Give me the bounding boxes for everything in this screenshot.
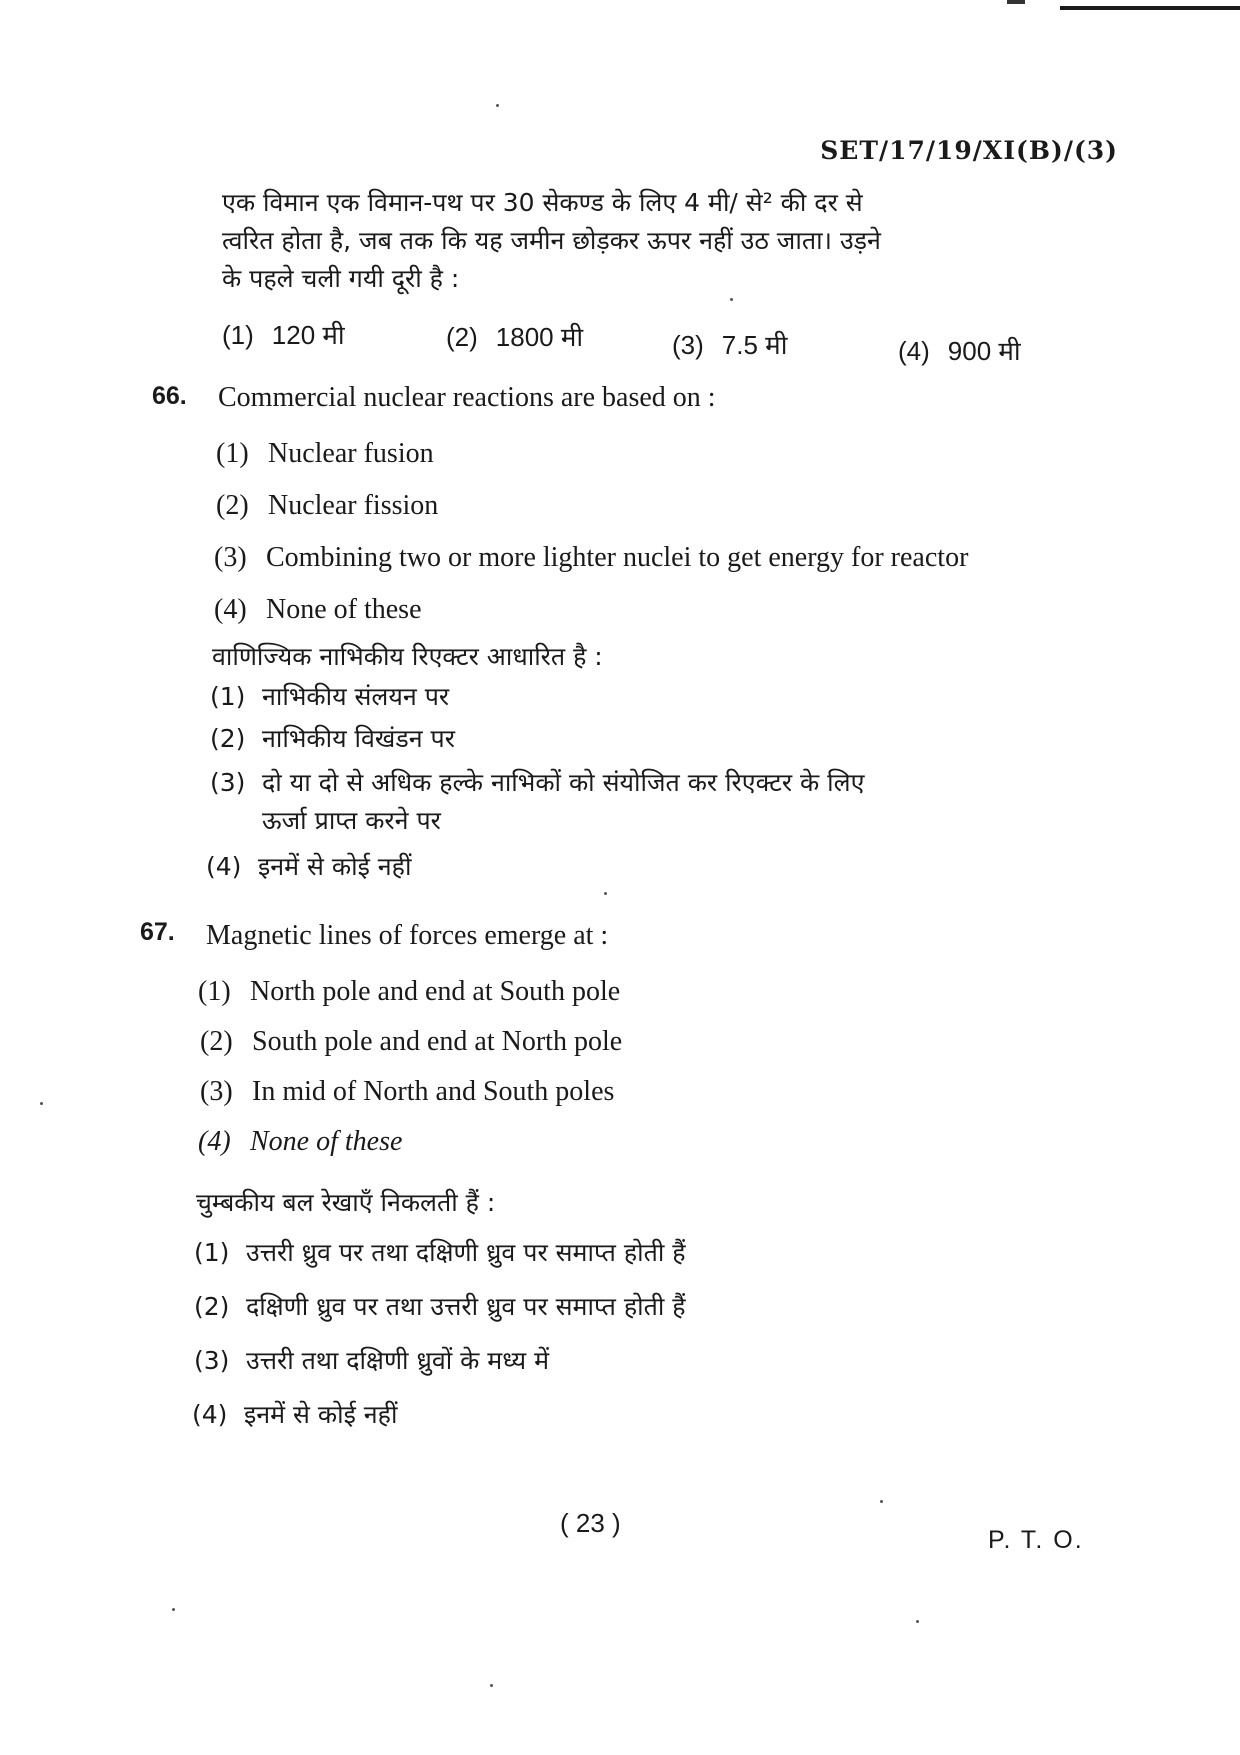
q67-option-hi-3 [194,1344,549,1378]
q65-option-3-number: (3) [672,330,704,360]
q66-option-hi-2-text: नाभिकीय विखंडन पर [262,724,455,753]
q65-option-4-number: (4) [898,336,930,366]
q67-option-en-1-number: (1) [198,976,231,1007]
q67-option-hi-4-number: (4) [192,1400,228,1429]
q65-option-1-number: (1) [222,320,254,350]
q66-option-hi-4 [206,850,411,884]
paper-code: SET/17/19/XI(B)/(3) [820,136,1118,165]
q67-question-hi: चुम्बकीय बल रेखाएँ निकलती हैं : [196,1188,496,1217]
scan-edge-tick [1007,0,1025,4]
q66-option-hi-4-number: (4) [206,852,242,881]
q65-option-4 [898,332,1021,368]
q66-option-hi-4-text: इनमें से कोई नहीं [258,852,412,881]
q67-option-hi-2-number: (2) [194,1292,230,1321]
q67-question-en: Magnetic lines of forces emerge at : [206,920,609,951]
q66-option-en-4-text: None of these [266,594,422,625]
q66-option-hi-1-number: (1) [210,682,246,711]
q67-option-hi-1 [194,1236,686,1270]
q66-option-en-4 [214,592,422,628]
q66-option-en-2-text: Nuclear fission [268,490,439,521]
page-number: ( 23 ) [560,1508,621,1538]
q67-option-en-1 [198,974,620,1010]
q65-text-line-1: एक विमान एक विमान-पथ पर 30 सेकण्ड के लिए 4 मी/ से² की दर से [222,188,863,217]
q65-text-line-2: त्वरित होता है, जब तक कि यह जमीन छोड़कर ऊपर नहीं उठ जाता। उड़ने [222,226,881,255]
please-turn-over: P. T. O. [988,1526,1084,1554]
q65-option-4-text: 900 मी [947,336,1021,366]
q65-option-1-text: 120 मी [271,320,345,350]
scan-speck [172,1608,175,1611]
q67-option-en-3 [200,1074,614,1110]
q65-option-3 [672,326,787,362]
q67-option-en-4 [198,1124,402,1160]
q66-option-en-3-number: (3) [214,542,247,573]
q66-option-en-1-text: Nuclear fusion [268,438,434,469]
q66-option-en-1-number: (1) [216,438,249,469]
q67-option-en-2-number: (2) [200,1026,233,1057]
q67-option-hi-4-text: इनमें से कोई नहीं [244,1400,398,1429]
q67-option-hi-1-text: उत्तरी ध्रुव पर तथा दक्षिणी ध्रुव पर समाप्त होती हैं [246,1238,686,1267]
q67-option-en-4-number: (4) [198,1126,231,1157]
scan-speck [730,298,733,301]
q66-option-en-1 [216,436,434,472]
scan-speck [40,1102,43,1105]
q65-option-2-number: (2) [446,322,478,352]
q66-option-en-4-number: (4) [214,594,247,625]
q67-option-en-1-text: North pole and end at South pole [250,976,621,1007]
q67-option-hi-2 [194,1290,686,1324]
q65-text-line-3: के पहले चली गयी दूरी है : [222,264,460,293]
q67-option-en-2 [200,1024,622,1060]
q66-question-hi: वाणिज्यिक नाभिकीय रिएक्टर आधारित है : [212,642,603,671]
q67-option-hi-4 [192,1398,397,1432]
scan-edge-mark [1060,6,1240,10]
q66-number: 66. [152,382,187,410]
q67-option-hi-3-text: उत्तरी तथा दक्षिणी ध्रुवों के मध्य में [246,1346,550,1375]
q67-option-hi-2-text: दक्षिणी ध्रुव पर तथा उत्तरी ध्रुव पर समाप्त होती हैं [246,1292,686,1321]
q65-option-3-text: 7.5 मी [721,330,788,360]
q66-question-en: Commercial nuclear reactions are based on : [218,382,716,413]
q66-option-hi-3-number: (3) [210,768,246,797]
q66-option-hi-3 [210,766,864,800]
q67-option-en-3-number: (3) [200,1076,233,1107]
scan-speck [604,892,607,895]
scan-speck [916,1620,919,1623]
q66-option-hi-3-text: दो या दो से अधिक हल्के नाभिकों को संयोजित कर रिएक्टर के लिए [262,768,865,797]
q65-option-2-text: 1800 मी [495,322,584,352]
q67-option-en-2-text: South pole and end at North pole [252,1026,623,1057]
q67-option-en-4-text: None of these [250,1126,403,1157]
q67-option-hi-3-number: (3) [194,1346,230,1375]
q66-option-hi-2 [210,722,455,756]
q67-number: 67. [140,918,175,946]
q65-option-1 [222,316,345,352]
q66-option-hi-1-text: नाभिकीय संलयन पर [262,682,450,711]
q66-option-en-2 [216,488,438,524]
scan-speck [496,104,499,107]
q67-option-hi-1-number: (1) [194,1238,230,1267]
q66-option-en-3 [214,540,968,576]
q65-option-2 [446,318,583,354]
q66-option-hi-2-number: (2) [210,724,246,753]
q66-option-hi-3-line-2: ऊर्जा प्राप्त करने पर [262,806,441,835]
q67-option-en-3-text: In mid of North and South poles [252,1076,615,1107]
q66-option-hi-1 [210,680,449,714]
q66-option-en-3-text: Combining two or more lighter nuclei to get energy for reactor [266,542,969,573]
scan-speck [490,1684,493,1687]
scan-speck [880,1500,883,1503]
q66-option-en-2-number: (2) [216,490,249,521]
